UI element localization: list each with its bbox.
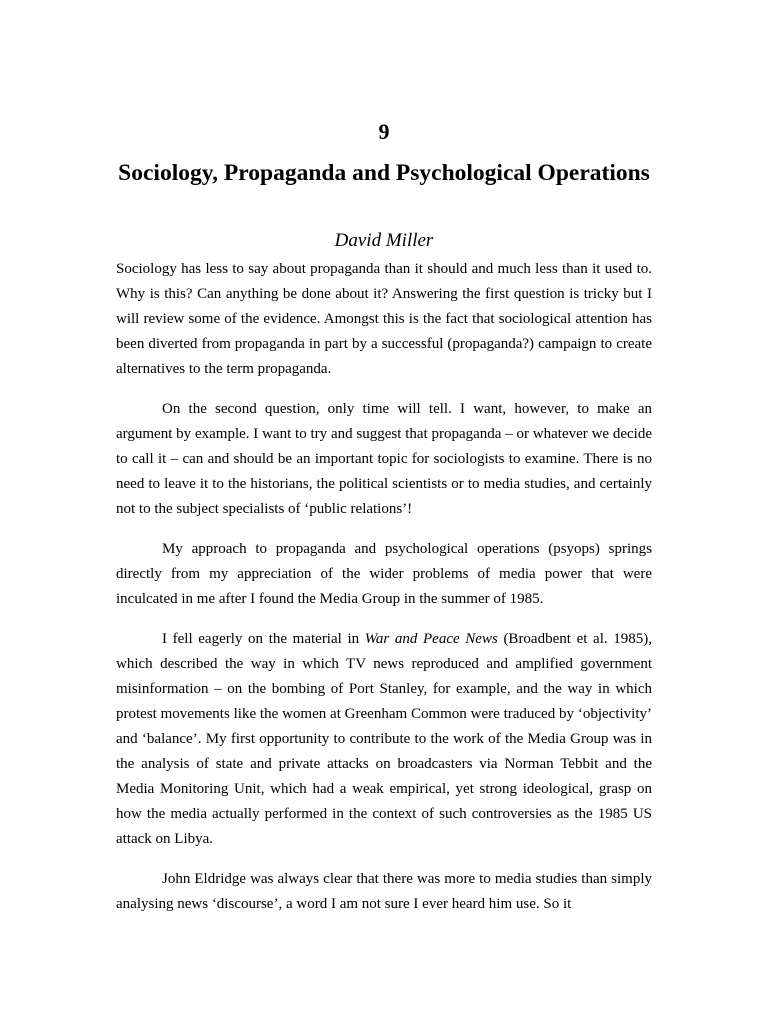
paragraph-2: On the second question, only time will tell. I want, however, to make an argument by example. I want to try and suggest that propaganda – or whatever we decide to call it – can and should be an important topic for sociologists to examine. There is no need to leave it to the historians, the political scientists or to media studies, and certainly not to the subject specialists of ‘public relations’!: [116, 401, 652, 517]
paragraph-4: [116, 627, 652, 852]
paragraph-4-text-after: (Broadbent et al. 1985), which described the way in which TV news reproduced and amplified government misinformation – on the bombing of Port Stanley, for example, and the way in which protest movements like the women at Greenham Common were traduced by ‘objectivity’ and ‘balance’. My first opportunity to contribute to the work of the Media Group was in the analysis of state and private attacks on broadcasters via Norman Tebbit and the Media Monitoring Unit, which had a weak empirical, yet strong ideological, grasp on how the media actually performed in the context of such controversies as the 1985 US attack on Libya.: [116, 631, 652, 847]
paragraph-4-text-before: I fell eagerly on the material in: [162, 631, 365, 647]
chapter-author: David Miller: [334, 230, 434, 251]
paragraph-5: John Eldridge was always clear that there was more to media studies than simply analysing news ‘discourse’, a word I am not sure I ever heard him use. So it: [116, 871, 652, 912]
document-page: [116, 0, 652, 1024]
chapter-title: Sociology, Propaganda and Psychological Operations: [118, 160, 650, 186]
paragraph-1: Sociology has less to say about propaganda than it should and much less than it used to. Why is this? Can anything be done about it? Answering the first question is tricky but I will review some of the evidence. Amongst this is the fact that sociological attention has been diverted from propaganda in part by a successful (propaganda?) campaign to create alternatives to the term propaganda.: [116, 261, 652, 377]
cited-work-title: War and Peace News: [364, 631, 498, 647]
chapter-number: 9: [378, 119, 390, 144]
paragraph-3: My approach to propaganda and psychological operations (psyops) springs directly from my appreciation of the wider problems of media power that were inculcated in me after I found the Media Group in the summer of 1985.: [116, 541, 652, 607]
body-text: [116, 257, 652, 917]
